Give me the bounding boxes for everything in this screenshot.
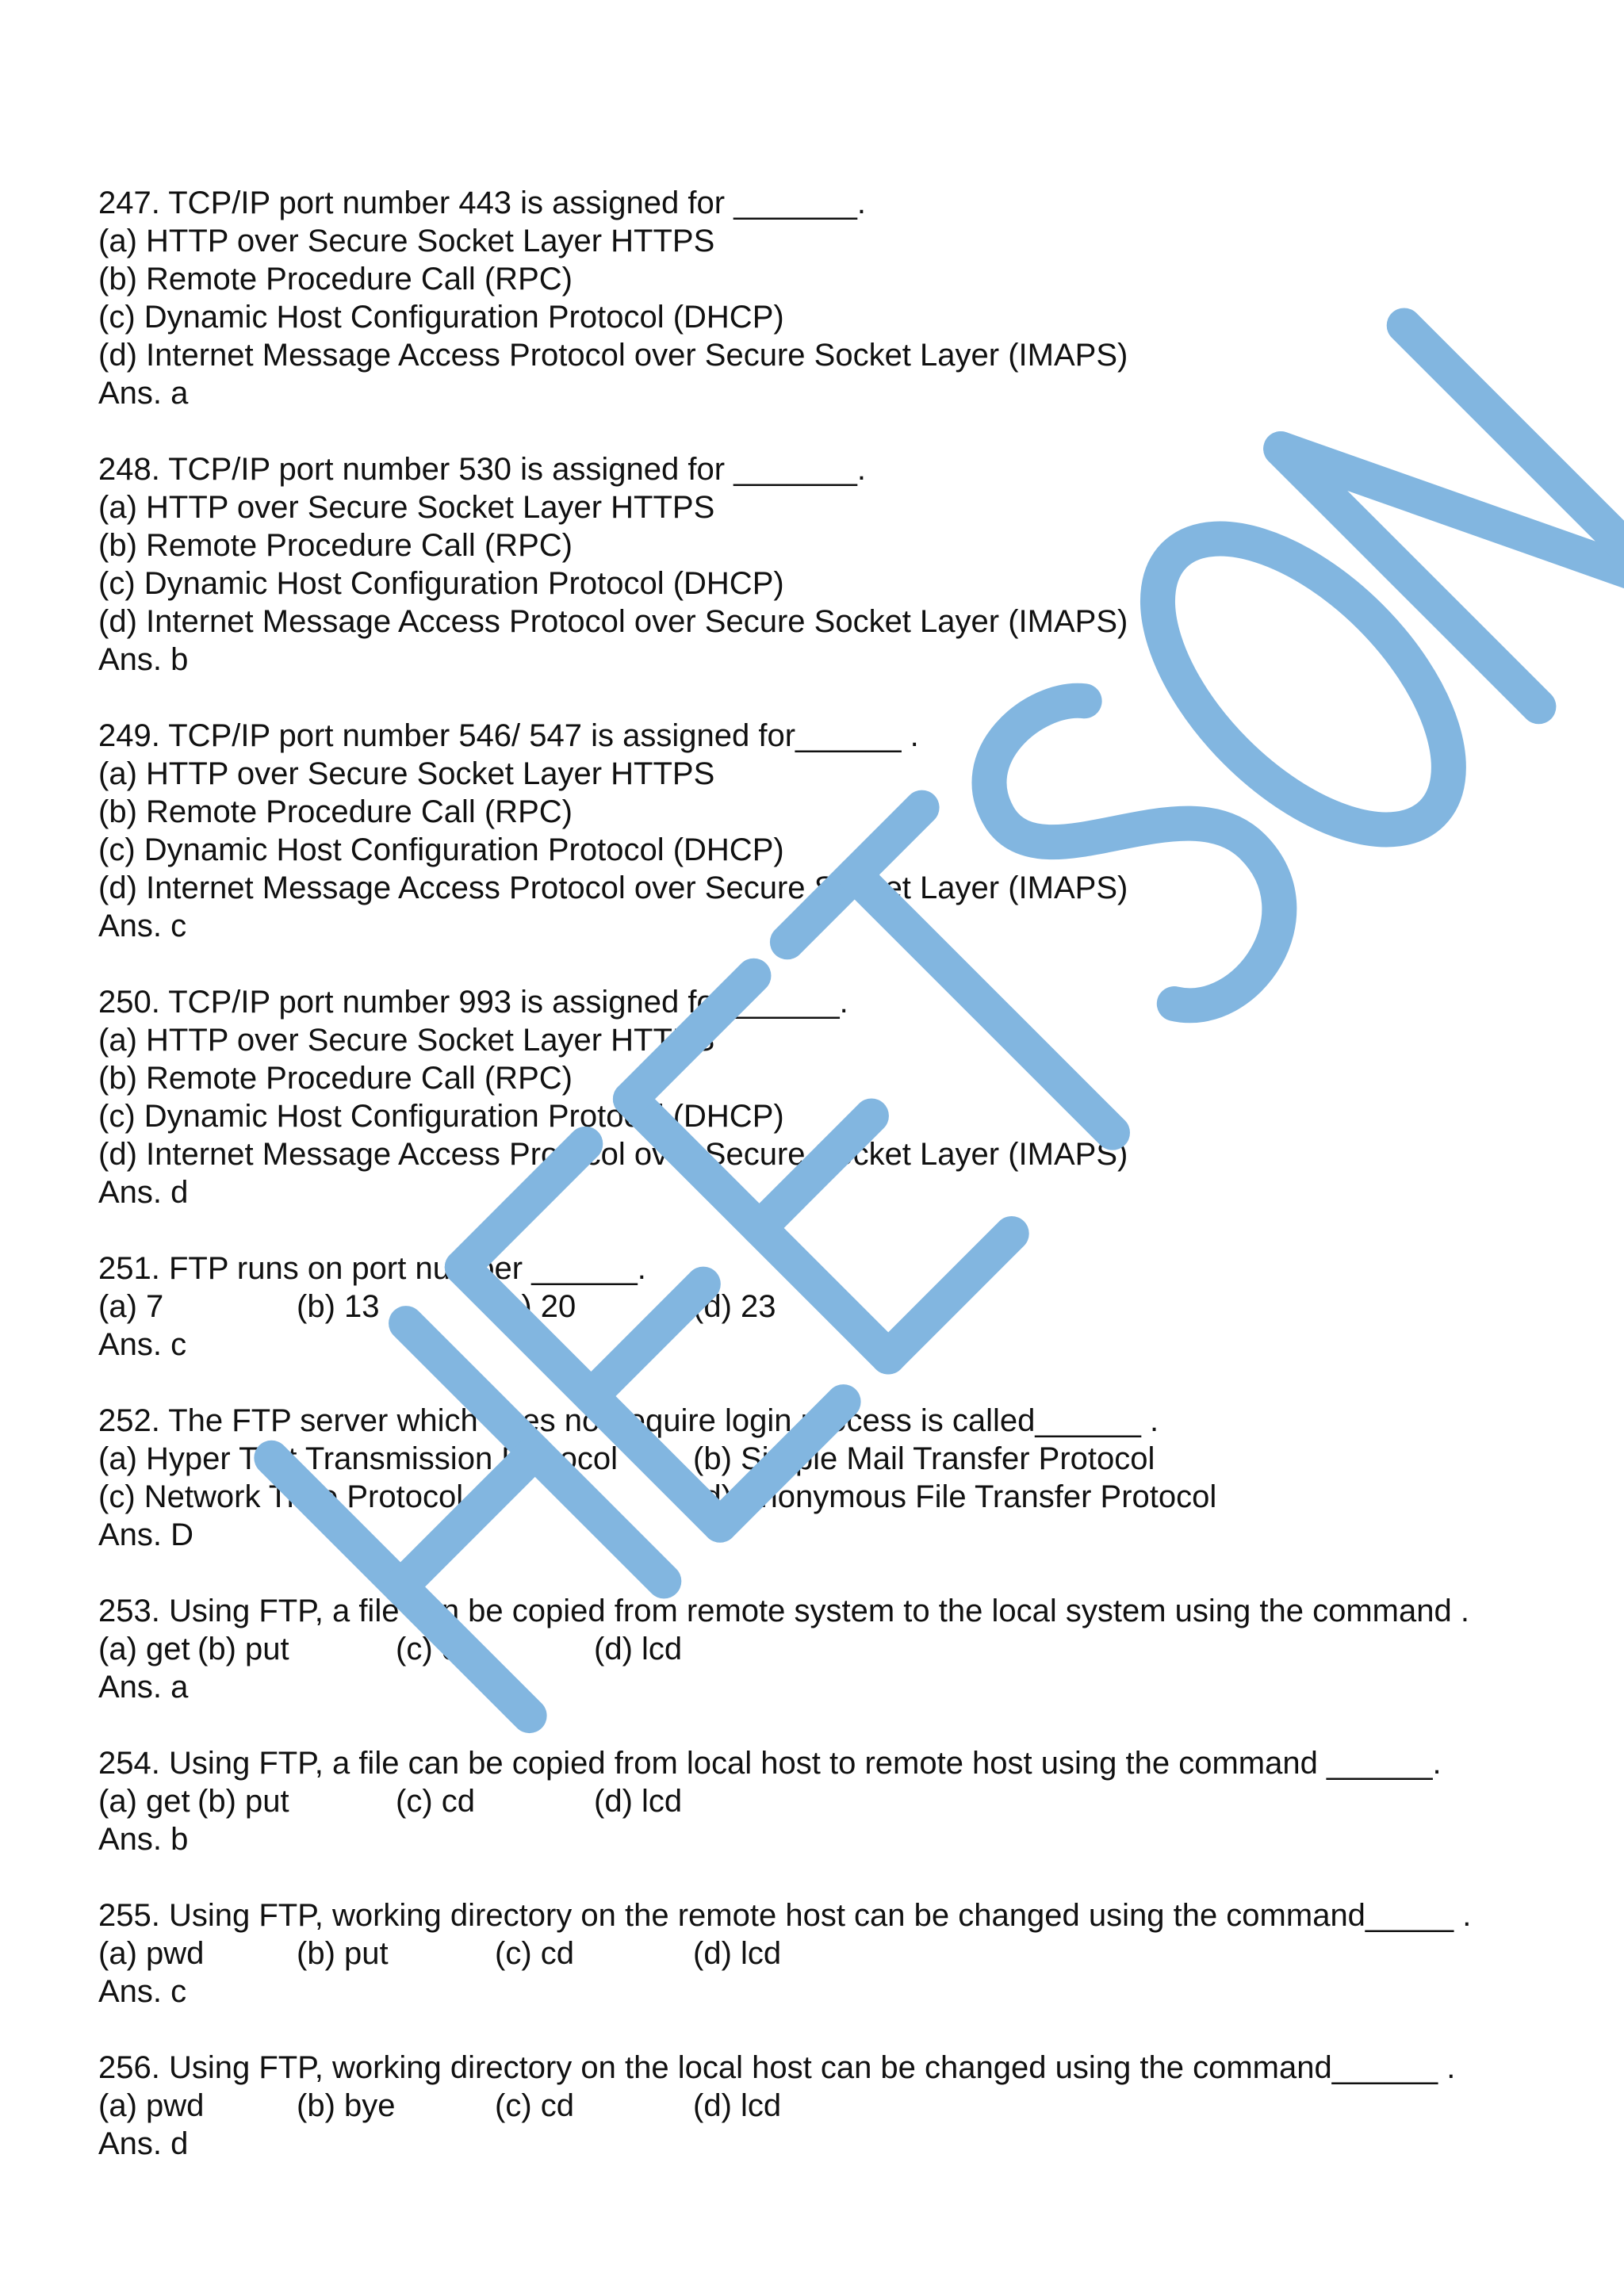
option-b: (b) Remote Procedure Call (RPC) — [98, 1061, 573, 1096]
question-249 — [98, 717, 1573, 945]
option-d: (d) lcd — [693, 2088, 782, 2123]
option-b: (b) put — [197, 1784, 289, 1819]
option-d: (d) Internet Message Access Protocol over Secure Socket Layer (IMAPS) — [98, 871, 1128, 905]
answer: Ans. b — [98, 1822, 189, 1857]
option-c: (c) 20 — [495, 1289, 576, 1324]
options-row — [98, 1782, 1573, 1820]
answer: Ans. b — [98, 642, 189, 677]
option-d: (d) lcd — [693, 1936, 782, 1971]
option-b: (b) Simple Mail Transfer Protocol — [693, 1441, 1155, 1476]
question-title: 253. Using FTP, a file can be copied from remote system to the local system using the command . — [98, 1594, 1469, 1628]
answer: Ans. D — [98, 1517, 194, 1552]
question-256 — [98, 2049, 1573, 2163]
option-d: (d) 23 — [693, 1289, 776, 1324]
option-c: (c) cd — [396, 1784, 475, 1819]
option-d: (d) lcd — [594, 1632, 683, 1667]
question-title: 251. FTP runs on port number ______. — [98, 1251, 646, 1286]
option-c: (c) cd — [495, 2088, 574, 2123]
question-title: 247. TCP/IP port number 443 is assigned for _______. — [98, 186, 867, 220]
option-c: (c) Network Time Protocol — [98, 1479, 464, 1514]
option-a: (a) pwd — [98, 1936, 205, 1971]
option-d: (d) lcd — [594, 1784, 683, 1819]
option-d: (d) Internet Message Access Protocol over Secure Socket Layer (IMAPS) — [98, 338, 1128, 373]
question-title: 255. Using FTP, working directory on the remote host can be changed using the command_____ . — [98, 1898, 1472, 1933]
option-b: (b) bye — [297, 2088, 396, 2123]
option-c: (c) Dynamic Host Configuration Protocol (DHCP) — [98, 566, 784, 601]
question-title: 256. Using FTP, working directory on the local host can be changed using the command______ . — [98, 2050, 1456, 2085]
answer: Ans. a — [98, 1670, 189, 1705]
option-a: (a) Hyper Text Transmission Protocol — [98, 1441, 619, 1476]
option-a: (a) get — [98, 1632, 190, 1667]
question-251 — [98, 1249, 1573, 1364]
answer: Ans. d — [98, 2126, 189, 2161]
option-d: (d) Internet Message Access Protocol over Secure Socket Layer (IMAPS) — [98, 1137, 1128, 1172]
question-253 — [98, 1592, 1573, 1706]
options-row — [98, 1934, 1573, 1973]
question-page — [98, 184, 1573, 2201]
options-row — [98, 1630, 1573, 1668]
options-row — [98, 1288, 1573, 1326]
option-a: (a) HTTP over Secure Socket Layer HTTPS — [98, 756, 715, 791]
question-255 — [98, 1896, 1573, 2011]
question-248 — [98, 450, 1573, 679]
question-title: 250. TCP/IP port number 993 is assigned for ______. — [98, 985, 848, 1020]
option-b: (b) Remote Procedure Call (RPC) — [98, 528, 573, 563]
option-a: (a) get — [98, 1784, 190, 1819]
option-b: (b) 13 — [297, 1289, 380, 1324]
option-c: (c) Dynamic Host Configuration Protocol (DHCP) — [98, 300, 784, 335]
option-c: (c) cd — [396, 1632, 475, 1667]
question-247 — [98, 184, 1573, 412]
option-b: (b) Remote Procedure Call (RPC) — [98, 794, 573, 829]
option-b: (b) Remote Procedure Call (RPC) — [98, 262, 573, 297]
question-title: 252. The FTP server which does not require login process is called______ . — [98, 1403, 1159, 1438]
option-b: (b) put — [197, 1632, 289, 1667]
options-row — [98, 2087, 1573, 2125]
question-254 — [98, 1744, 1573, 1858]
question-252 — [98, 1402, 1573, 1554]
question-250 — [98, 983, 1573, 1211]
answer: Ans. c — [98, 1327, 187, 1362]
answer: Ans. d — [98, 1175, 189, 1210]
option-c: (c) Dynamic Host Configuration Protocol (DHCP) — [98, 832, 784, 867]
option-a: (a) 7 — [98, 1289, 164, 1324]
option-b: (b) put — [297, 1936, 389, 1971]
answer: Ans. c — [98, 1974, 187, 2009]
option-a: (a) HTTP over Secure Socket Layer HTTPS — [98, 1023, 715, 1058]
question-title: 254. Using FTP, a file can be copied from local host to remote host using the command ______. — [98, 1746, 1442, 1781]
option-d: (d) Anonymous File Transfer Protocol — [693, 1479, 1217, 1514]
options-row — [98, 1478, 1573, 1516]
option-a: (a) HTTP over Secure Socket Layer HTTPS — [98, 490, 715, 525]
option-c: (c) cd — [495, 1936, 574, 1971]
answer: Ans. a — [98, 376, 189, 411]
option-d: (d) Internet Message Access Protocol over Secure Socket Layer (IMAPS) — [98, 604, 1128, 639]
option-a: (a) HTTP over Secure Socket Layer HTTPS — [98, 224, 715, 258]
answer: Ans. c — [98, 909, 187, 943]
options-row — [98, 1440, 1573, 1478]
option-a: (a) pwd — [98, 2088, 205, 2123]
question-title: 249. TCP/IP port number 546/ 547 is assigned for______ . — [98, 718, 919, 753]
option-c: (c) Dynamic Host Configuration Protocol (DHCP) — [98, 1099, 784, 1134]
question-title: 248. TCP/IP port number 530 is assigned for _______. — [98, 452, 867, 487]
